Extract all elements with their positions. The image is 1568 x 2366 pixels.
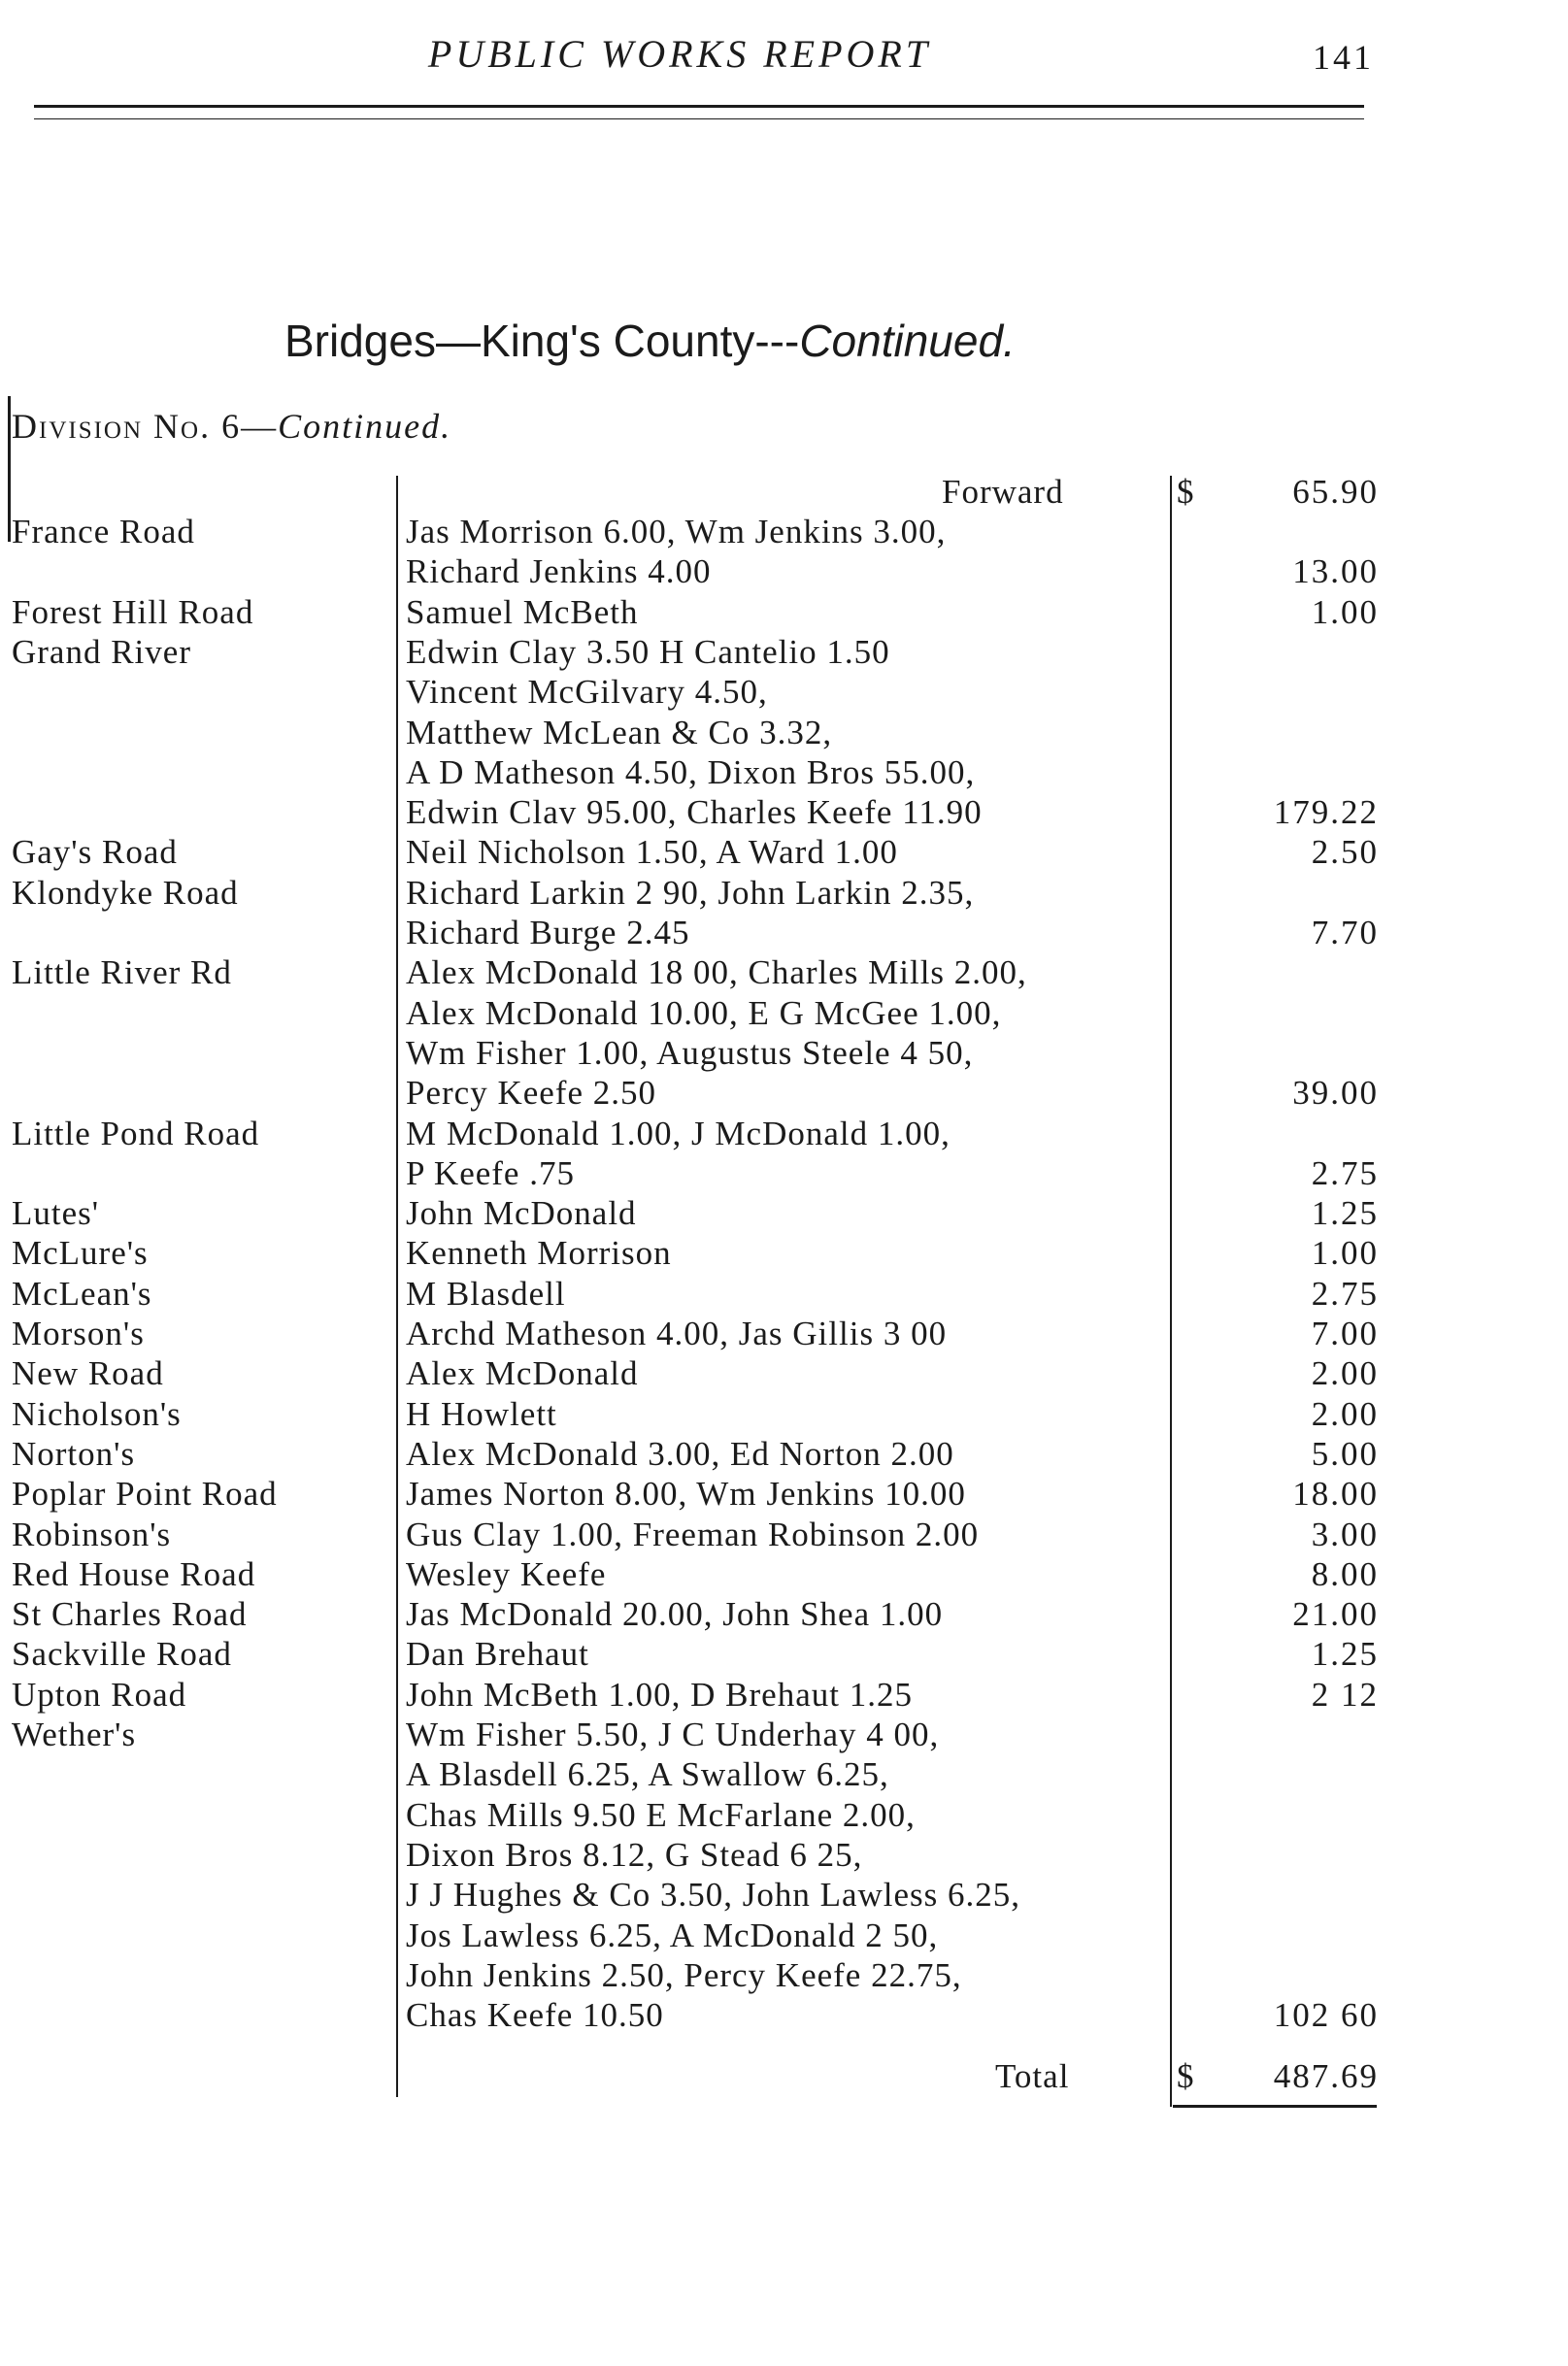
- payee-details: John McDonald: [406, 1194, 637, 1232]
- ledger-row: [0, 1434, 1568, 1474]
- ledger-row: [0, 913, 1568, 952]
- ledger-row: [0, 752, 1568, 792]
- row-amount: 39.00: [1292, 1074, 1379, 1112]
- division-heading: [12, 406, 451, 447]
- ledger-row: [0, 1754, 1568, 1794]
- payee-details: J J Hughes & Co 3.50, John Lawless 6.25,: [406, 1876, 1021, 1914]
- payee-details: James Norton 8.00, Wm Jenkins 10.00: [406, 1475, 966, 1513]
- row-amount: 3.00: [1311, 1516, 1379, 1553]
- payee-details: Alex McDonald 10.00, E G McGee 1.00,: [406, 994, 1002, 1032]
- payee-details: Dan Brehaut: [406, 1635, 589, 1673]
- payee-details: P Keefe .75: [406, 1154, 575, 1192]
- place-name: New Road: [12, 1354, 164, 1392]
- ledger-row: [0, 592, 1568, 632]
- payee-details: Jas McDonald 20.00, John Shea 1.00: [406, 1595, 944, 1633]
- payee-details: Gus Clay 1.00, Freeman Robinson 2.00: [406, 1516, 980, 1553]
- ledger-row: [0, 1474, 1568, 1514]
- section-title-continued: Continued.: [799, 316, 1016, 366]
- payee-details: Jas Morrison 6.00, Wm Jenkins 3.00,: [406, 513, 947, 550]
- place-name: Robinson's: [12, 1516, 172, 1553]
- payee-details: Chas Keefe 10.50: [406, 1996, 664, 2034]
- division-name: Division No. 6—: [12, 407, 279, 446]
- total-currency: $: [1177, 2057, 1194, 2095]
- ledger-row: [0, 1634, 1568, 1674]
- place-name: Little Pond Road: [12, 1115, 260, 1152]
- payee-details: Richard Larkin 2 90, John Larkin 2.35,: [406, 874, 975, 912]
- row-amount: 1.00: [1311, 1234, 1379, 1272]
- payee-details: Wesley Keefe: [406, 1555, 607, 1593]
- row-amount: 18.00: [1292, 1475, 1379, 1513]
- running-head: PUBLIC WORKS REPORT: [427, 32, 932, 76]
- section-title: [284, 315, 1016, 367]
- ledger-row: [0, 1515, 1568, 1554]
- total-row: [0, 2056, 1568, 2096]
- payee-details: M McDonald 1.00, J McDonald 1.00,: [406, 1115, 951, 1152]
- row-amount: 102 60: [1273, 1996, 1379, 2034]
- row-amount: 1.00: [1311, 593, 1379, 631]
- ledger-row: [0, 873, 1568, 913]
- place-name: France Road: [12, 513, 195, 550]
- forward-amount: 65.90: [1292, 473, 1379, 511]
- place-name: Lutes': [12, 1194, 100, 1232]
- header-rule-thin: [34, 118, 1364, 119]
- ledger-row: [0, 1675, 1568, 1715]
- payee-details: Dixon Bros 8.12, G Stead 6 25,: [406, 1836, 863, 1874]
- row-amount: 2 12: [1311, 1676, 1379, 1714]
- row-amount: 2.00: [1311, 1395, 1379, 1433]
- ledger-row: [0, 1715, 1568, 1754]
- place-name: Upton Road: [12, 1676, 187, 1714]
- row-amount: 1.25: [1311, 1194, 1379, 1232]
- ledger-row: [0, 792, 1568, 832]
- division-continued: Continued.: [278, 407, 452, 446]
- section-title-main: Bridges—King's County---: [284, 316, 800, 366]
- payee-details: Richard Burge 2.45: [406, 914, 690, 951]
- place-name: Klondyke Road: [12, 874, 239, 912]
- payee-details: Alex McDonald 3.00, Ed Norton 2.00: [406, 1435, 954, 1473]
- row-amount: 2.00: [1311, 1354, 1379, 1392]
- payee-details: H Howlett: [406, 1395, 557, 1433]
- payee-details: Richard Jenkins 4.00: [406, 552, 712, 590]
- payee-details: Vincent McGilvary 4.50,: [406, 673, 768, 711]
- row-amount: 5.00: [1311, 1435, 1379, 1473]
- ledger-row: [0, 1916, 1568, 1955]
- ledger-row: [0, 1033, 1568, 1073]
- place-name: Red House Road: [12, 1555, 256, 1593]
- place-name: Poplar Point Road: [12, 1475, 278, 1513]
- ledger-row: [0, 1875, 1568, 1915]
- ledger-row: [0, 1554, 1568, 1594]
- payee-details: Kenneth Morrison: [406, 1234, 672, 1272]
- ledger-row: [0, 832, 1568, 872]
- ledger-row: [0, 1995, 1568, 2035]
- row-amount: 2.75: [1311, 1154, 1379, 1192]
- payee-details: Alex McDonald 18 00, Charles Mills 2.00,: [406, 953, 1027, 991]
- payee-details: A Blasdell 6.25, A Swallow 6.25,: [406, 1755, 889, 1793]
- ledger-row: [0, 551, 1568, 591]
- total-amount: 487.69: [1273, 2057, 1379, 2095]
- ledger-row: [0, 672, 1568, 712]
- ledger-row: [0, 1594, 1568, 1634]
- ledger-row: [0, 1955, 1568, 1995]
- ledger-row: [0, 632, 1568, 672]
- ledger-row: [0, 952, 1568, 992]
- ledger-row: [0, 1233, 1568, 1273]
- place-name: St Charles Road: [12, 1595, 248, 1633]
- ledger-row: [0, 1073, 1568, 1113]
- place-name: McLean's: [12, 1275, 152, 1313]
- payee-details: Samuel McBeth: [406, 593, 639, 631]
- row-amount: 1.25: [1311, 1635, 1379, 1673]
- total-label: Total: [995, 2057, 1070, 2095]
- row-amount: 2.75: [1311, 1275, 1379, 1313]
- place-name: Grand River: [12, 633, 191, 671]
- forward-row: [0, 472, 1568, 512]
- payee-details: Wm Fisher 1.00, Augustus Steele 4 50,: [406, 1034, 974, 1072]
- ledger-row: [0, 1835, 1568, 1875]
- row-amount: 13.00: [1292, 552, 1379, 590]
- ledger-row: [0, 1314, 1568, 1353]
- total-underline: [1173, 2105, 1377, 2108]
- ledger-row: [0, 993, 1568, 1033]
- payee-details: John Jenkins 2.50, Percy Keefe 22.75,: [406, 1956, 962, 1994]
- row-amount: 7.00: [1311, 1315, 1379, 1352]
- page-number: 141: [1313, 38, 1374, 77]
- place-name: Sackville Road: [12, 1635, 232, 1673]
- ledger-row: [0, 1114, 1568, 1153]
- payee-details: Percy Keefe 2.50: [406, 1074, 656, 1112]
- ledger-row: [0, 1274, 1568, 1314]
- place-name: Norton's: [12, 1435, 136, 1473]
- payee-details: Chas Mills 9.50 E McFarlane 2.00,: [406, 1796, 916, 1834]
- place-name: Morson's: [12, 1315, 145, 1352]
- row-amount: 2.50: [1311, 833, 1379, 871]
- row-amount: 21.00: [1292, 1595, 1379, 1633]
- row-amount: 179.22: [1273, 793, 1379, 831]
- payee-details: Edwin Clay 3.50 H Cantelio 1.50: [406, 633, 890, 671]
- ledger-row: [0, 713, 1568, 752]
- ledger-row: [0, 1394, 1568, 1434]
- place-name: Wether's: [12, 1716, 137, 1753]
- payee-details: Wm Fisher 5.50, J C Underhay 4 00,: [406, 1716, 940, 1753]
- payee-details: Neil Nicholson 1.50, A Ward 1.00: [406, 833, 898, 871]
- payee-details: Alex McDonald: [406, 1354, 639, 1392]
- row-amount: 7.70: [1311, 914, 1379, 951]
- ledger-row: [0, 1353, 1568, 1393]
- payee-details: Archd Matheson 4.00, Jas Gillis 3 00: [406, 1315, 948, 1352]
- forward-label: Forward: [942, 473, 1064, 511]
- place-name: McLure's: [12, 1234, 149, 1272]
- payee-details: Matthew McLean & Co 3.32,: [406, 714, 833, 751]
- place-name: Gay's Road: [12, 833, 178, 871]
- place-name: Little River Rd: [12, 953, 232, 991]
- payee-details: John McBeth 1.00, D Brehaut 1.25: [406, 1676, 913, 1714]
- place-name: Nicholson's: [12, 1395, 182, 1433]
- ledger-row: [0, 1795, 1568, 1835]
- ledger-row: [0, 1193, 1568, 1233]
- ledger-row: [0, 512, 1568, 551]
- payee-details: M Blasdell: [406, 1275, 566, 1313]
- payee-details: Edwin Clav 95.00, Charles Keefe 11.90: [406, 793, 983, 831]
- header-rule: [34, 105, 1364, 108]
- row-amount: 8.00: [1311, 1555, 1379, 1593]
- payee-details: A D Matheson 4.50, Dixon Bros 55.00,: [406, 753, 976, 791]
- ledger-row: [0, 1153, 1568, 1193]
- place-name: Forest Hill Road: [12, 593, 254, 631]
- forward-currency: $: [1177, 473, 1194, 511]
- payee-details: Jos Lawless 6.25, A McDonald 2 50,: [406, 1916, 939, 1954]
